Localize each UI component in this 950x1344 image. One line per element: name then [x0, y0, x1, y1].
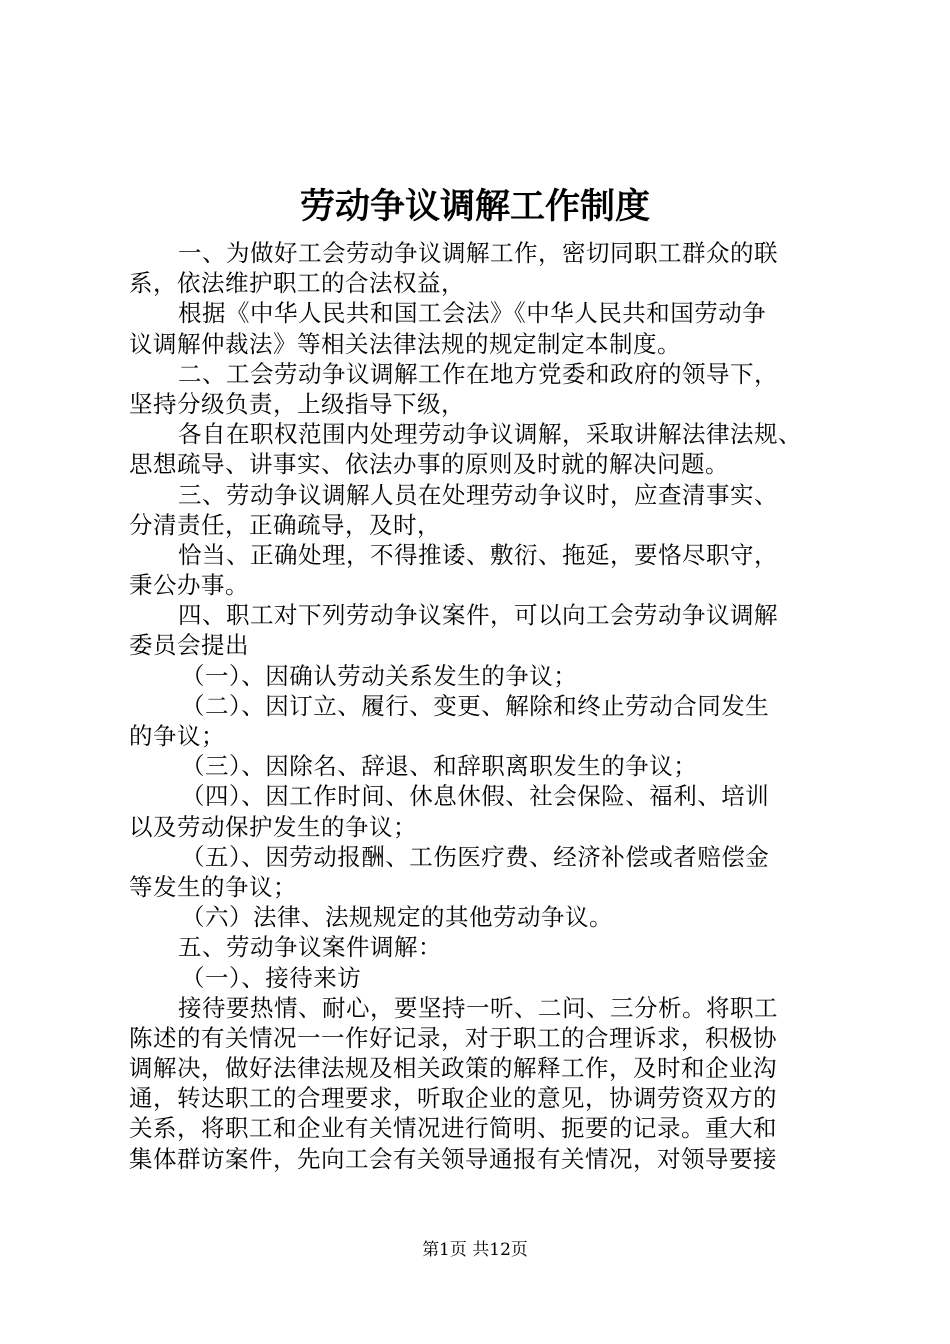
- body-line: 议调解仲裁法》等相关法律法规的规定制定本制度。: [129, 329, 681, 358]
- body-line: 各自在职权范围内处理劳动争议调解，采取讲解法律法规、: [178, 420, 802, 449]
- body-line: 委员会提出: [129, 631, 249, 660]
- page-title: 劳动争议调解工作制度: [299, 187, 650, 227]
- body-line: 等发生的争议；: [129, 872, 297, 901]
- body-line: （五）、因劳动报酬、工伤医疗费、经济补偿或者赔偿金: [181, 842, 770, 871]
- body-line: 分清责任，正确疏导，及时，: [129, 510, 441, 539]
- body-line: （三）、因除名、辞退、和辞职离职发生的争议；: [181, 752, 698, 781]
- body-line: 通，转达职工的合理要求，听取企业的意见，协调劳资双方的: [129, 1084, 777, 1113]
- body-line: 根据《中华人民共和国工会法》《中华人民共和国劳动争: [178, 299, 767, 328]
- body-line: 五、劳动争议案件调解：: [178, 933, 442, 962]
- body-line: （六）法律、法规规定的其他劳动争议。: [181, 903, 613, 932]
- body-line: 二、工会劳动争议调解工作在地方党委和政府的领导下，: [178, 359, 778, 388]
- body-line: 陈述的有关情况一一作好记录，对于职工的合理诉求，积极协: [129, 1023, 777, 1052]
- body-line: 集体群访案件，先向工会有关领导通报有关情况，对领导要接: [129, 1144, 777, 1173]
- body-line: 接待要热情、耐心，要坚持一听、二问、三分析。将职工: [178, 993, 778, 1022]
- body-line: 的争议；: [129, 722, 225, 750]
- body-line: （四）、因工作时间、休息休假、社会保险、福利、培训: [181, 782, 770, 811]
- body-line: 坚持分级负责，上级指导下级，: [129, 389, 465, 418]
- body-line: （二）、因订立、履行、变更、解除和终止劳动合同发生: [181, 691, 770, 720]
- document-body: [129, 238, 833, 1174]
- body-line: 恰当、正确处理，不得推诿、敷衍、拖延，要恪尽职守，: [178, 540, 778, 569]
- body-line: 关系，将职工和企业有关情况进行简明、扼要的记录。重大和: [129, 1114, 777, 1143]
- page-number-footer: 第1页 共12页: [422, 1240, 528, 1260]
- body-line: 四、职工对下列劳动争议案件，可以向工会劳动争议调解: [178, 601, 778, 630]
- body-line: 系，依法维护职工的合法权益，: [129, 269, 465, 298]
- body-line: （一）、接待来访: [181, 963, 362, 992]
- body-line: 思想疏导、讲事实、依法办事的原则及时就的解决问题。: [129, 450, 729, 479]
- body-line: 调解决，做好法律法规及相关政策的解释工作，及时和企业沟: [129, 1054, 777, 1083]
- body-line: 以及劳动保护发生的争议；: [129, 812, 417, 841]
- body-line: （一）、因确认劳动关系发生的争议；: [181, 661, 578, 690]
- body-line: 三、劳动争议调解人员在处理劳动争议时，应查清事实、: [178, 480, 778, 509]
- body-line: 秉公办事。: [129, 571, 249, 600]
- body-line: 一、为做好工会劳动争议调解工作，密切同职工群众的联: [178, 239, 778, 267]
